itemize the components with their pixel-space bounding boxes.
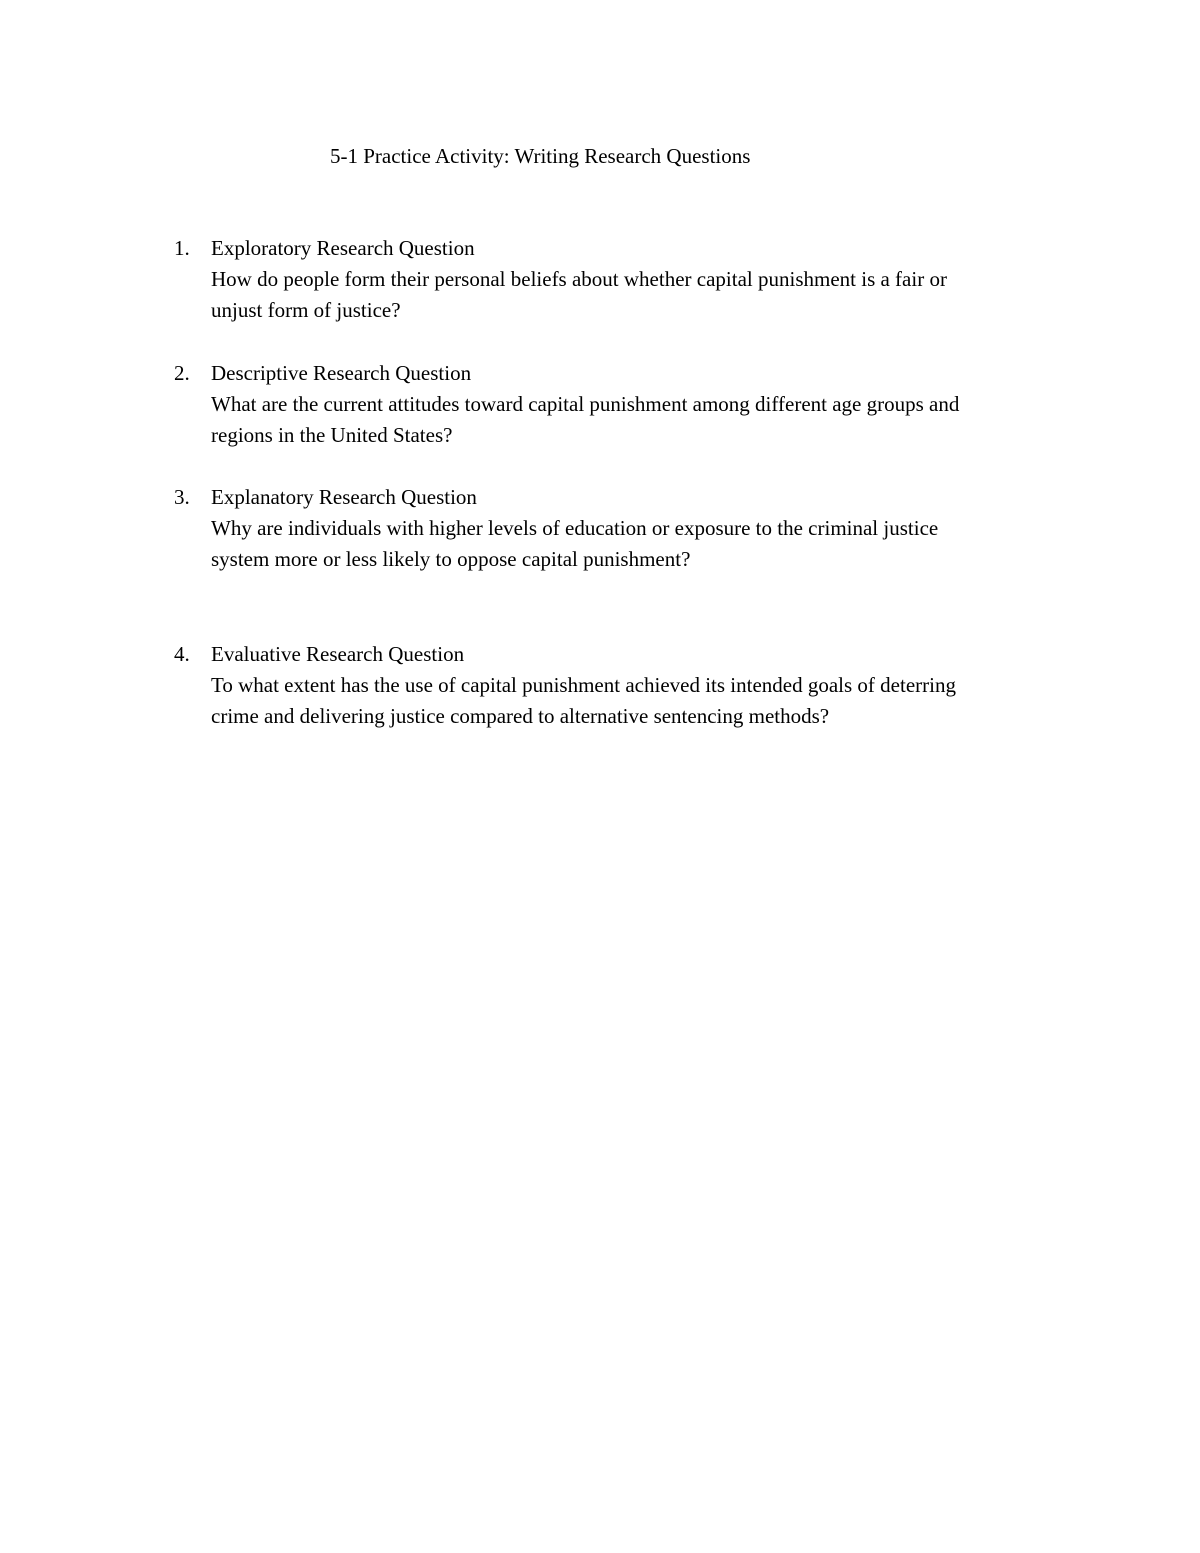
question-heading: Explanatory Research Question — [211, 485, 477, 509]
question-number: 4. — [174, 642, 190, 666]
question-number: 2. — [174, 361, 190, 385]
question-text-line: Why are individuals with higher levels of education or exposure to the criminal justice — [211, 516, 939, 540]
question-body — [211, 639, 1071, 732]
question-number: 3. — [174, 485, 190, 509]
question-body — [211, 233, 1071, 326]
question-heading: Descriptive Research Question — [211, 361, 472, 385]
question-text-line: regions in the United States? — [211, 423, 453, 447]
question-text-line: crime and delivering justice compared to alternative sentencing methods? — [211, 704, 830, 728]
question-heading: Exploratory Research Question — [211, 236, 475, 260]
question-text-line: To what extent has the use of capital punishment achieved its intended goals of deterring — [211, 673, 956, 697]
question-text-line: system more or less likely to oppose capital punishment? — [211, 547, 691, 571]
question-text-line: What are the current attitudes toward capital punishment among different age groups and — [211, 392, 960, 416]
question-body — [211, 358, 1071, 451]
question-number: 1. — [174, 236, 190, 260]
question-text-line: unjust form of justice? — [211, 298, 401, 322]
question-body — [211, 482, 1071, 575]
question-text-line: How do people form their personal beliefs about whether capital punishment is a fair or — [211, 267, 947, 291]
document-title: 5-1 Practice Activity: Writing Research Questions — [330, 144, 751, 168]
question-heading: Evaluative Research Question — [211, 642, 465, 666]
